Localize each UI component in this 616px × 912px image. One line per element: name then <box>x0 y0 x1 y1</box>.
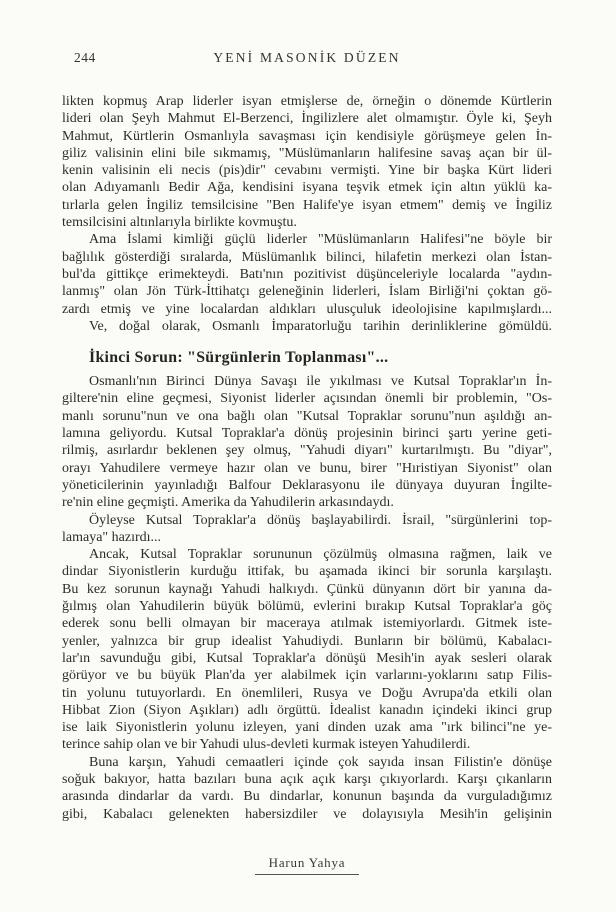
text-line: gibi, Kabalacı gelenekten habersizdiler ve dolayısıyla Mesih'in gelişinin <box>62 806 552 822</box>
text-line: orayı Yahudilere vermeye hazır olan ve bunu, birer "Hıristiyan Siyonist" olan <box>62 460 552 476</box>
text-line: tırlarla gelen İngiliz temsilcisine "Ben Halife'ye isyan etmem" demiş ve İngiliz <box>62 197 552 213</box>
text-line: arasında dindarlar da vardı. Bu dindarlar, konunun başında da vurguladığımız <box>62 789 552 805</box>
page-number: 244 <box>74 50 96 65</box>
text-line: tin yolunu tutuyorlardı. En önemlileri, Rusya ve Doğu Avrupa'da etkili olan <box>62 685 552 701</box>
text-line: Hibbat Zion (Siyon Aşıkları) adlı örgüttü. İdealist kanadın içindeki ikinci grup <box>62 702 552 718</box>
text-line: rilmiş, asırlardır beklenen şey olmuş, "Yahudi diyarı" kurtarılmıştı. Bu "diyar", <box>62 443 552 459</box>
page-footer <box>62 854 552 875</box>
text-line: olan Adıyamanlı Bedir Ağa, kendisini isyana teşvik etmek için altın yüklü ka- <box>62 180 552 196</box>
text-line: lamaya" hazırdı... <box>62 529 162 545</box>
text-line: lideri olan Şeyh Mahmut El-Berzenci, İngilizlere alet olmamıştır. Öyle ki, Şeyh <box>62 111 552 127</box>
page-body <box>62 93 552 823</box>
text-line: giltere'nin eline geçmesi, Siyonist liderler açısından önemli bir problemin, "Os- <box>62 391 552 407</box>
text-line: re'nin eline geçmişti. Amerika da Yahudilerin arkasındaydı. <box>62 495 394 511</box>
text-line: lamına geliyordu. Kutsal Topraklar'a dönüş projesinin birinci şartı yerine geti- <box>62 426 552 442</box>
text-line: Öyleyse Kutsal Topraklar'a dönüş başlayabilirdi. İsrail, "sürgünlerini top- <box>89 512 552 528</box>
text-line: lar'ın savunduğu gibi, Kutsal Topraklar'a dönüşü Mesih'in ayak sesleri olarak <box>62 650 552 666</box>
text-line: soğuk bakıyor, hatta bazıları buna açık açık karşı çıkıyorlardı. Karşı çıkanların <box>62 771 552 787</box>
text-line: terince sahip olan ve bir Yahudi ulus-devleti kurmak isteyen Yahudilerdi. <box>62 737 471 753</box>
paragraph <box>62 546 552 754</box>
paragraph <box>62 754 552 823</box>
text-line: zardı etmiş ve yine localardan aldıkları ulusçuluk ideolojisine kapılmışlardı... <box>62 301 552 317</box>
text-line: ederek sonu belli olmayan bir maceraya atılmak istemiyorlardı. Gitmek iste- <box>62 616 552 632</box>
text-line: bağlılık gösterdiği sıralarda, Müslümanlık bilinci, hilafetin merkezi olan İstan- <box>62 249 552 265</box>
paragraph <box>62 318 552 335</box>
running-title: YENİ MASONİK DÜZEN <box>213 50 401 65</box>
text-line: likten kopmuş Arap liderler isyan etmişlerse de, örneğin o dönemde Kürtlerin <box>62 94 552 109</box>
text-line: giliz valisinin elini bile sıkmamış, "Müslümanların halifesine savaş açan bir ül- <box>62 145 552 161</box>
paragraph <box>62 93 552 231</box>
text-line: yenler, yalnızca bir grup idealist Yahudiydi. Bunların bir bölümü, Kabalacı- <box>62 633 552 649</box>
text-line: Osmanlı'nın Birinci Dünya Savaşı ile yıkılması ve Kutsal Topraklar'ın İn- <box>89 374 552 390</box>
text-line: temsilcisini altınlarıyla birlikte kovmuştu. <box>62 215 297 231</box>
text-line: ğılmış olan Yahudilerin büyük bölümü, evlerini bırakıp Kutsal Topraklar'a göç <box>62 599 552 615</box>
section-heading: İkinci Sorun: "Sürgünlerin Toplanması"... <box>89 349 389 367</box>
text-line: Bu kez sorunun kaynağı Yahudi halkıydı. Çünkü dünyanın dört bir yanına da- <box>62 581 552 597</box>
text-line: dindar Siyonistlerin kurduğu ittifak, bu aşamada ikinci bir sorunla karşılaştı. <box>62 564 552 580</box>
text-line: bul'da gittikçe erimekteydi. Batı'nın pozitivist düşünceleriyle localarda "aydın- <box>62 266 552 282</box>
text-line: manlı sorunu"nun ve ona bağlı olan "Kutsal Topraklar sorunu"nun aşıldığı an- <box>62 408 552 424</box>
text-line: kenin valisinin eli necis (pis)dir" cevabını vermişti. Yine bir başka Kürt lideri <box>62 163 552 179</box>
text-line: görüyor ve bu büyük Plan'da yer alabilmek için varlarını-yoklarını satıp Filis- <box>62 668 552 684</box>
paragraph <box>62 512 552 547</box>
text-line: Ancak, Kutsal Topraklar sorununun çözülmüş olmasına rağmen, laik ve <box>89 547 552 563</box>
text-line: yöneticilerinin yayınladığı Balfour Deklarasyonu ile dünyaya duyuran İngilte- <box>62 477 552 493</box>
text-line: Ama İslami kimliği güçlü liderler "Müslümanların Halifesi"ne böyle bir <box>89 232 552 248</box>
text-line: Ve, doğal olarak, Osmanlı İmparatorluğu tarihin derinliklerine gömüldü. <box>89 318 552 334</box>
text-line: Mahmut, Kürtlerin Osmanlıyla savaşması için kendisiyle görüşmeye gelen İn- <box>62 128 552 144</box>
text-line: lanmış" olan Jön Türk-İttihatçı geleneğinin liderleri, İslam Birliği'ni çoktan gö- <box>62 284 552 300</box>
text-line: ise laik Siyonistlerin yolunu izleyen, yani dinden uzak ama "ırk bilinci"ne ye- <box>62 720 552 736</box>
paragraph <box>62 373 552 511</box>
paragraph <box>62 231 552 317</box>
running-header <box>62 50 552 68</box>
text-line: Buna karşın, Yahudi cemaatleri içinde çok sayıda insan Filistin'e dönüşe <box>89 754 552 770</box>
footer-author: Harun Yahya <box>255 855 360 875</box>
